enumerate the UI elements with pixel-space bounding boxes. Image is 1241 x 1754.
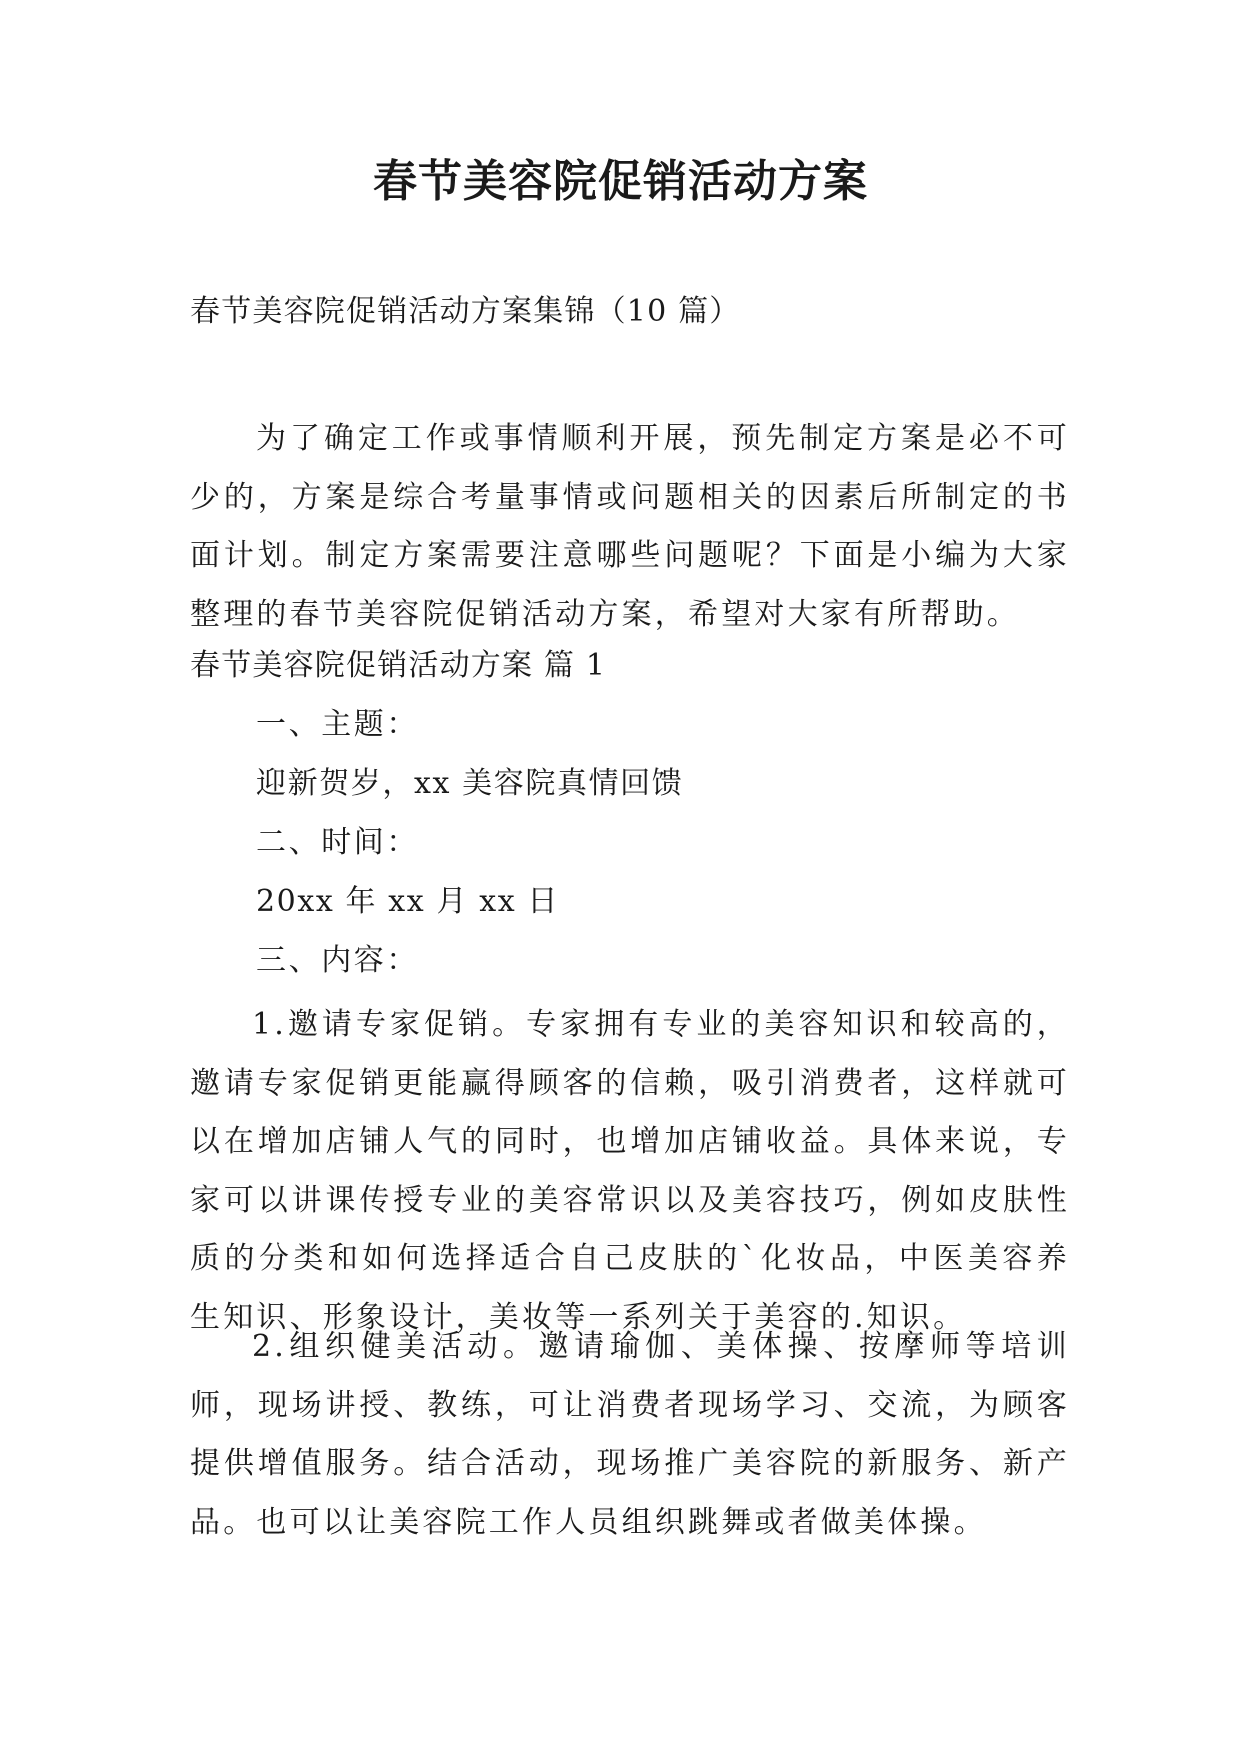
- content-heading: 三、内容：: [256, 943, 419, 978]
- content-item-1: 1.邀请专家促销。专家拥有专业的美容知识和较高的，邀请专家促销更能赢得顾客的信赖，吸引消费者，这样就可以在增加店铺人气的同时，也增加店铺收益。具体来说，专家可以讲课传授专业的美容常识以及美容技巧，例如皮肤性质的分类和如何选择适合自己皮肤的`化妆品，中医美容养生知识、形象设计，美妆等一系列关于美容的.知识。: [190, 1007, 1070, 1335]
- document-subtitle: 春节美容院促销活动方案集锦（10 篇）: [190, 294, 741, 329]
- theme-heading: 一、主题：: [256, 707, 419, 742]
- time-heading: 二、时间：: [256, 825, 419, 860]
- section-heading: 春节美容院促销活动方案 篇 1: [190, 648, 607, 683]
- time-value: 20xx 年 xx 月 xx 日: [256, 884, 559, 919]
- intro-paragraph: 为了确定工作或事情顺利开展，预先制定方案是必不可少的，方案是综合考量事情或问题相关的因素后所制定的书面计划。制定方案需要注意哪些问题呢？下面是小编为大家整理的春节美容院促销活动方案，希望对大家有所帮助。: [190, 421, 1070, 632]
- content-item-2: 2.组织健美活动。邀请瑜伽、美体操、按摩师等培训师，现场讲授、教练，可让消费者现场学习、交流，为顾客提供增值服务。结合活动，现场推广美容院的新服务、新产品。也可以让美容院工作人员组织跳舞或者做美体操。: [190, 1329, 1070, 1540]
- theme-value: 迎新贺岁，xx 美容院真情回馈: [256, 766, 684, 801]
- document-title: 春节美容院促销活动方案: [373, 156, 868, 207]
